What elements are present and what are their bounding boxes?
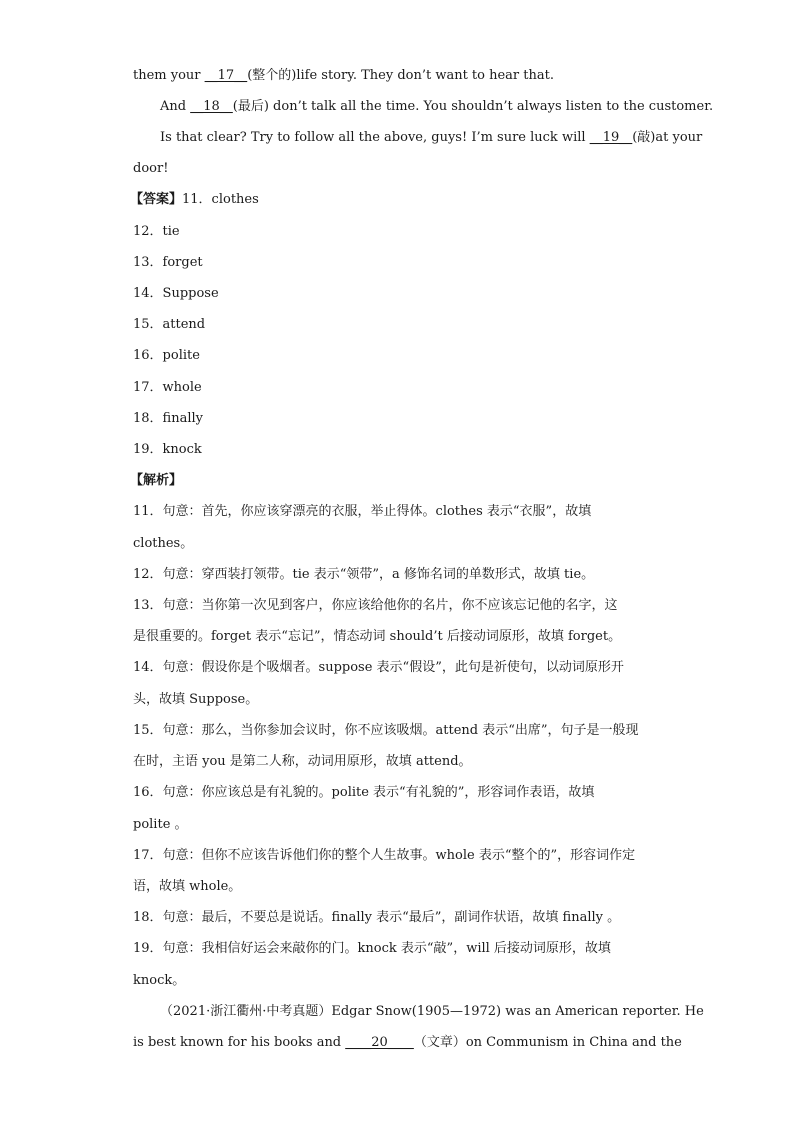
answer-item: 12．tie — [133, 224, 180, 239]
passage-text: （文章）on Communism in China and the — [413, 1035, 682, 1050]
passage-text: And — [160, 99, 191, 114]
answer-item: 19．knock — [133, 442, 202, 457]
answer-item: 18．finally — [133, 411, 203, 426]
analysis-line: polite 。 — [133, 817, 188, 832]
blank-20: ____20____ — [345, 1035, 414, 1050]
answer-item: 16．polite — [133, 348, 200, 363]
answer-item: 14．Suppose — [133, 286, 219, 301]
passage-text: them your — [133, 68, 205, 83]
passage-text: Is that clear? Try to follow all the above, guys! I’m sure luck will — [160, 130, 590, 145]
analysis-line: 17．句意：但你不应该告诉他们你的整个人生故事。whole 表示“整个的”，形容词作定 — [133, 848, 636, 863]
answer-line-first — [130, 192, 259, 208]
passage-text: (整个的)life story. They don’t want to hear that. — [247, 68, 554, 83]
passage-text: (敲)at your — [632, 130, 703, 145]
answer-item: 11．clothes — [182, 192, 259, 207]
analysis-line: knock。 — [133, 973, 186, 988]
next-passage-line-1: （2021·浙江衢州·中考真题）Edgar Snow(1905—1972) was an American reporter. He — [160, 1004, 704, 1019]
analysis-line: clothes。 — [133, 536, 194, 551]
analysis-line: 18．句意：最后，不要总是说话。finally 表示“最后”，副词作状语，故填 finally 。 — [133, 910, 621, 925]
analysis-line: 12．句意：穿西装打领带。tie 表示“领带”，a 修饰名词的单数形式，故填 tie。 — [133, 567, 595, 582]
analysis-line: 19．句意：我相信好运会来敲你的门。knock 表示“敲”，will 后接动词原形，故填 — [133, 941, 611, 956]
blank-17: __17__ — [204, 68, 248, 83]
analysis-label: 【解析】 — [130, 473, 183, 488]
analysis-line: 14．句意：假设你是个吸烟者。suppose 表示“假设”，此句是祈使句，以动词原形开 — [133, 660, 624, 675]
answer-label: 【答案】 — [130, 192, 183, 207]
passage-line-1 — [133, 68, 554, 84]
answer-item: 15．attend — [133, 317, 206, 332]
answer-item: 17．whole — [133, 380, 202, 395]
passage-line-4: door! — [133, 161, 169, 176]
passage-line-2 — [160, 99, 713, 115]
analysis-line: 13．句意：当你第一次见到客户，你应该给他你的名片，你不应该忘记他的名字，这 — [133, 598, 618, 613]
analysis-line: 11．句意：首先，你应该穿漂亮的衣服，举止得体。clothes 表示“衣服”，故填 — [133, 504, 592, 519]
analysis-line: 是很重要的。forget 表示“忘记”，情态动词 should’t 后接动词原形，故填 forget。 — [133, 629, 622, 644]
analysis-line: 头，故填 Suppose。 — [133, 692, 259, 707]
analysis-line: 16．句意：你应该总是有礼貌的。polite 表示“有礼貌的”，形容词作表语，故填 — [133, 785, 595, 800]
passage-text: is best known for his books and — [133, 1035, 346, 1050]
blank-19: __19__ — [589, 130, 633, 145]
blank-18: __18__ — [190, 99, 233, 114]
passage-text: (最后) don’t talk all the time. You shouldn’t always listen to the customer. — [232, 99, 714, 114]
analysis-line: 语，故填 whole。 — [133, 879, 242, 894]
analysis-line: 15．句意：那么，当你参加会议时，你不应该吸烟。attend 表示“出席”，句子是一般现 — [133, 723, 639, 738]
analysis-line: 在时，主语 you 是第二人称，动词用原形，故填 attend。 — [133, 754, 472, 769]
next-passage-line-2 — [133, 1035, 682, 1051]
passage-line-3 — [160, 130, 702, 146]
answer-item: 13．forget — [133, 255, 203, 270]
